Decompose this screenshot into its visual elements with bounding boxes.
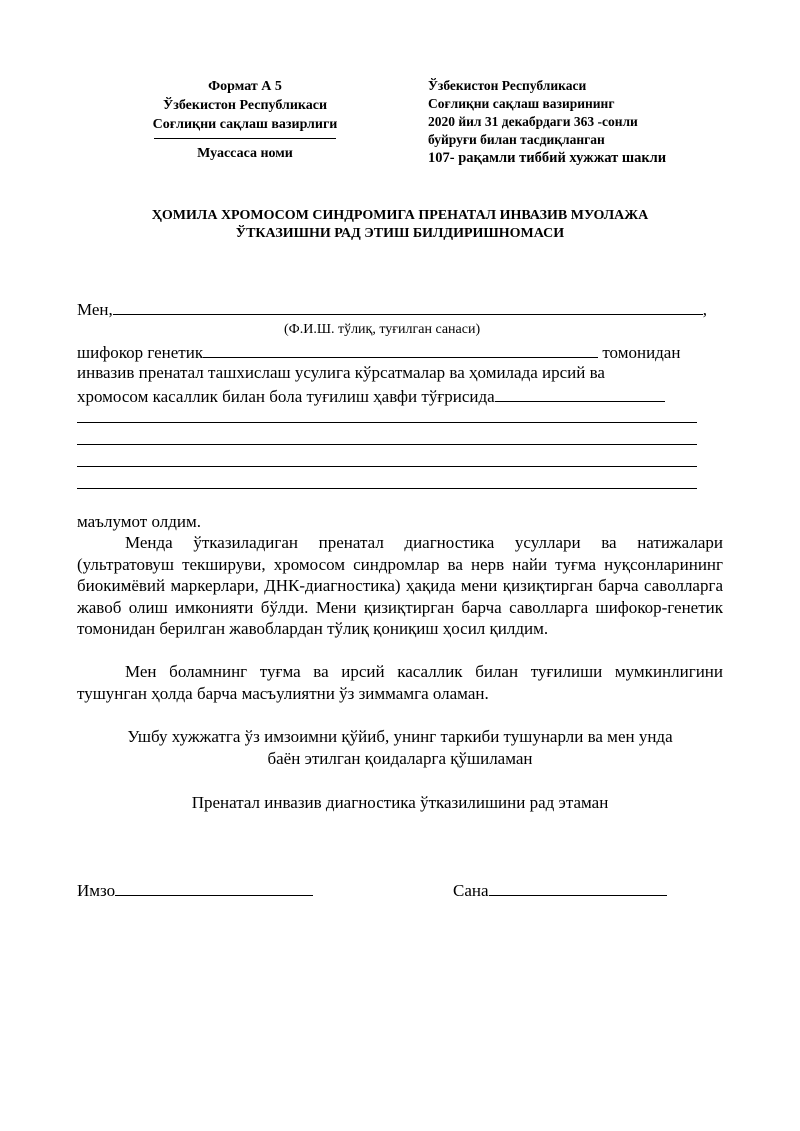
doctor-suffix-label: томонидан (602, 343, 681, 362)
name-row: Мен, , (77, 297, 725, 321)
blank-line-1[interactable] (77, 422, 697, 423)
doctor-row (77, 340, 725, 364)
risk-label: хромосом касаллик билан бола туғилиш ҳавфи тўғрисида (77, 387, 495, 406)
me-label: Мен, (77, 300, 113, 319)
approval-line-4: буйруғи билан тасдиқланган (428, 132, 605, 147)
header-right (428, 77, 768, 167)
consent-line-1: Ушбу хужжатга ўз имзоимни қўйиб, унинг таркиби тушунарли ва мен унда (127, 727, 673, 746)
format-label: Формат А 5 (208, 79, 282, 94)
refusal-statement: Пренатал инвазив диагностика ўтказилишини рад этаман (191, 793, 609, 812)
approval-line-2: Соғлиқни сақлаш вазирининг (428, 96, 615, 111)
full-name-field[interactable] (113, 297, 703, 315)
date-label: Сана (453, 881, 489, 900)
doctor-prefix-label: шифокор генетик (77, 343, 204, 362)
title-line-1: ҲОМИЛА ХРОМОСОМ СИНДРОМИГА ПРЕНАТАЛ ИНВАЗИВ МУОЛАЖА (151, 208, 649, 223)
signature-row (77, 878, 313, 901)
consent-line-2: баён этилган қоидаларга қўшиламан (267, 748, 533, 768)
republic-label: Ўзбекистон Республикаси (162, 98, 328, 113)
signature-label: Имзо (77, 881, 116, 900)
risk-row (77, 384, 725, 408)
form-number-label: 107- рақамли тиббий хужжат шакли (428, 150, 667, 166)
signature-field[interactable] (115, 878, 313, 896)
ministry-label: Соғлиқни сақлаш вазирлиги (152, 117, 338, 132)
name-caption: (Ф.И.Ш. тўлиқ, туғилган санаси) (284, 322, 481, 337)
approval-line-3: 2020 йил 31 декабрдаги 363 -сонли (428, 114, 638, 129)
approval-line-1: Ўзбекистон Республикаси (428, 78, 587, 93)
paragraph-diagnostics: Менда ўтказиладиган пренатал диагностика усуллари ва натижалари (ультратовуш текшируви, хромосом синдромлар ва нерв найи туғма нуқсонларининг биокимёвий маркерлари, ДНК-диагностика) ҳақида мени қизиқтирган барча саволларга жавоб олиш имконияти бўлди. Мени қизиқтирган барча саволларга шифокор-генетик томонидан берилган жавоблардан тўлиқ қониқиш ҳосил қилдим. (77, 533, 723, 638)
geneticist-name-field[interactable] (203, 340, 598, 358)
header-left (130, 77, 360, 163)
consent-statement (77, 726, 723, 769)
paragraph-responsibility: Мен боламнинг туғма ва ирсий касаллик билан туғилиши мумкинлигини тушунган ҳолда барча масъулиятни ўз зиммамга оламан. (77, 662, 723, 703)
title-line-2: ЎТКАЗИШНИ РАД ЭТИШ БИЛДИРИШНОМАСИ (235, 226, 565, 241)
date-field[interactable] (489, 878, 667, 896)
blank-line-3[interactable] (77, 466, 697, 467)
date-row (453, 878, 667, 901)
received-info-label: маълумот олдим. (77, 512, 201, 531)
blank-line-4[interactable] (77, 488, 697, 489)
risk-details-field[interactable] (495, 384, 665, 402)
blank-line-2[interactable] (77, 444, 697, 445)
institution-name-label: Муассаса номи (197, 146, 293, 161)
institution-name-field[interactable] (154, 138, 336, 139)
document-title (80, 207, 720, 243)
info-line-3: инвазив пренатал ташхислаш усулига кўрсатмалар ва ҳомилада ирсий ва (77, 363, 605, 382)
